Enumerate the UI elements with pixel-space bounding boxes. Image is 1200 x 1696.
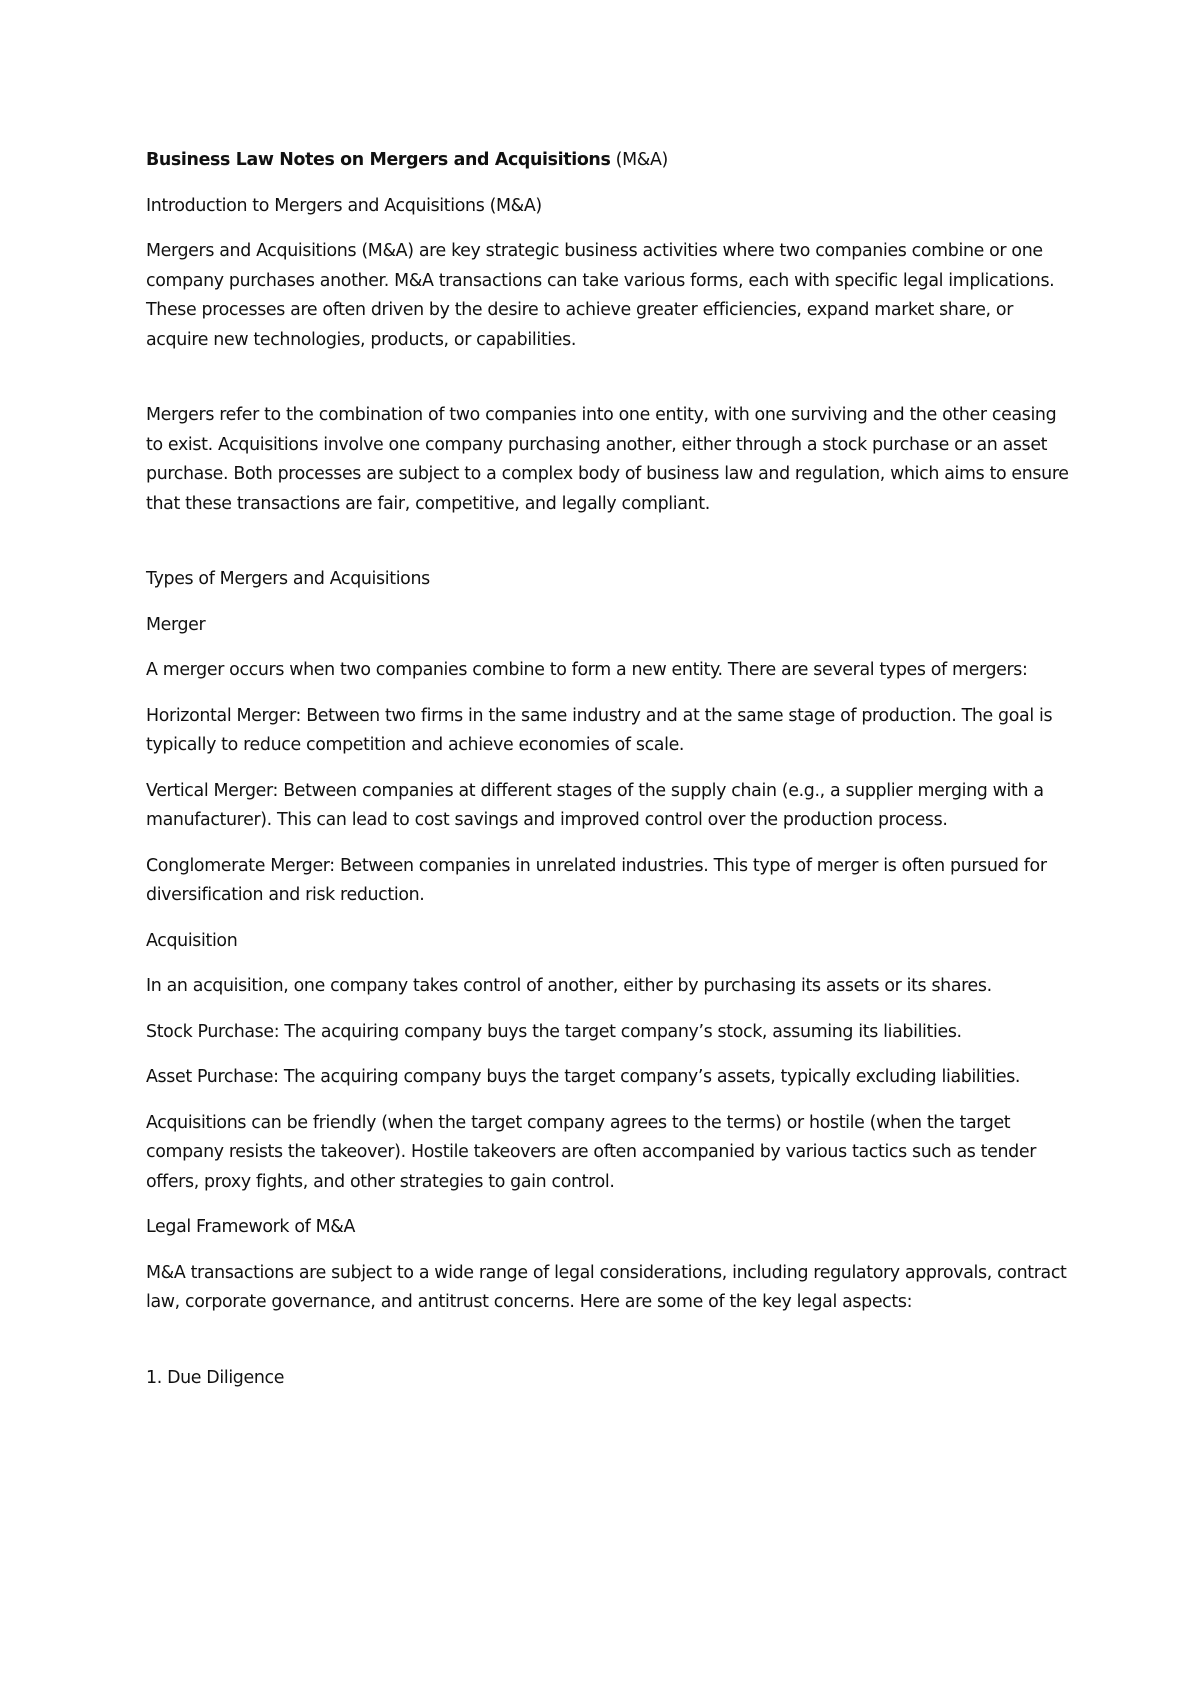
- merger-heading: Merger: [146, 614, 206, 635]
- document-title-bold: Business Law Notes on Mergers and Acquisitions: [146, 150, 611, 170]
- acquisition-heading: Acquisition: [146, 930, 238, 951]
- intro-heading: Introduction to Mergers and Acquisitions (M&A): [146, 195, 542, 216]
- document-title-suffix: (M&A): [610, 150, 668, 170]
- intro-paragraph: Mergers and Acquisitions (M&A) are key strategic business activities where two companies combine or one company purchases another. M&A transactions can take various forms, each with specific legal implications. These processes are often driven by the desire to achieve greater efficiencies, expand market share, or acquire new technologies, products, or capabilities.: [146, 241, 1055, 350]
- stock-purchase-paragraph: Stock Purchase: The acquiring company buys the target company’s stock, assuming its liabilities.: [146, 1021, 962, 1042]
- asset-purchase-paragraph: Asset Purchase: The acquiring company buys the target company’s assets, typically excluding liabilities.: [146, 1067, 1021, 1087]
- horizontal-merger-paragraph: Horizontal Merger: Between two firms in the same industry and at the same stage of production. The goal is typically to reduce competition and achieve economies of scale.: [146, 705, 1053, 755]
- conglomerate-merger-paragraph: Conglomerate Merger: Between companies in unrelated industries. This type of merger is often pursued for diversification and risk reduction.: [146, 855, 1047, 905]
- vertical-merger-paragraph: Vertical Merger: Between companies at different stages of the supply chain (e.g., a supplier merging with a manufacturer). This can lead to cost savings and improved control over the production process.: [146, 780, 1044, 830]
- types-heading: Types of Mergers and Acquisitions: [146, 569, 430, 589]
- document-title: [146, 146, 1076, 176]
- friendly-hostile-paragraph: Acquisitions can be friendly (when the target company agrees to the terms) or hostile (when the target company resists the takeover). Hostile takeovers are often accompanied by various tactics such as tender offers, proxy fights, and other strategies to gain control.: [146, 1112, 1036, 1192]
- document-body: [146, 146, 1076, 1409]
- legal-framework-heading: Legal Framework of M&A: [146, 1217, 355, 1237]
- mergers-definition-paragraph: Mergers refer to the combination of two companies into one entity, with one surviving and the other ceasing to exist. Acquisitions involve one company purchasing another, either through a stock purchase or an asset purchase. Both processes are subject to a complex body of business law and regulation, which aims to ensure that these transactions are fair, competitive, and legally compliant.: [146, 405, 1069, 514]
- merger-paragraph: A merger occurs when two companies combine to form a new entity. There are several types of mergers:: [146, 660, 1028, 680]
- acquisition-paragraph: In an acquisition, one company takes control of another, either by purchasing its assets or its shares.: [146, 976, 992, 996]
- due-diligence-heading: 1. Due Diligence: [146, 1367, 285, 1388]
- legal-framework-paragraph: M&A transactions are subject to a wide range of legal considerations, including regulatory approvals, contract law, corporate governance, and antitrust concerns. Here are some of the key legal aspects:: [146, 1262, 1067, 1312]
